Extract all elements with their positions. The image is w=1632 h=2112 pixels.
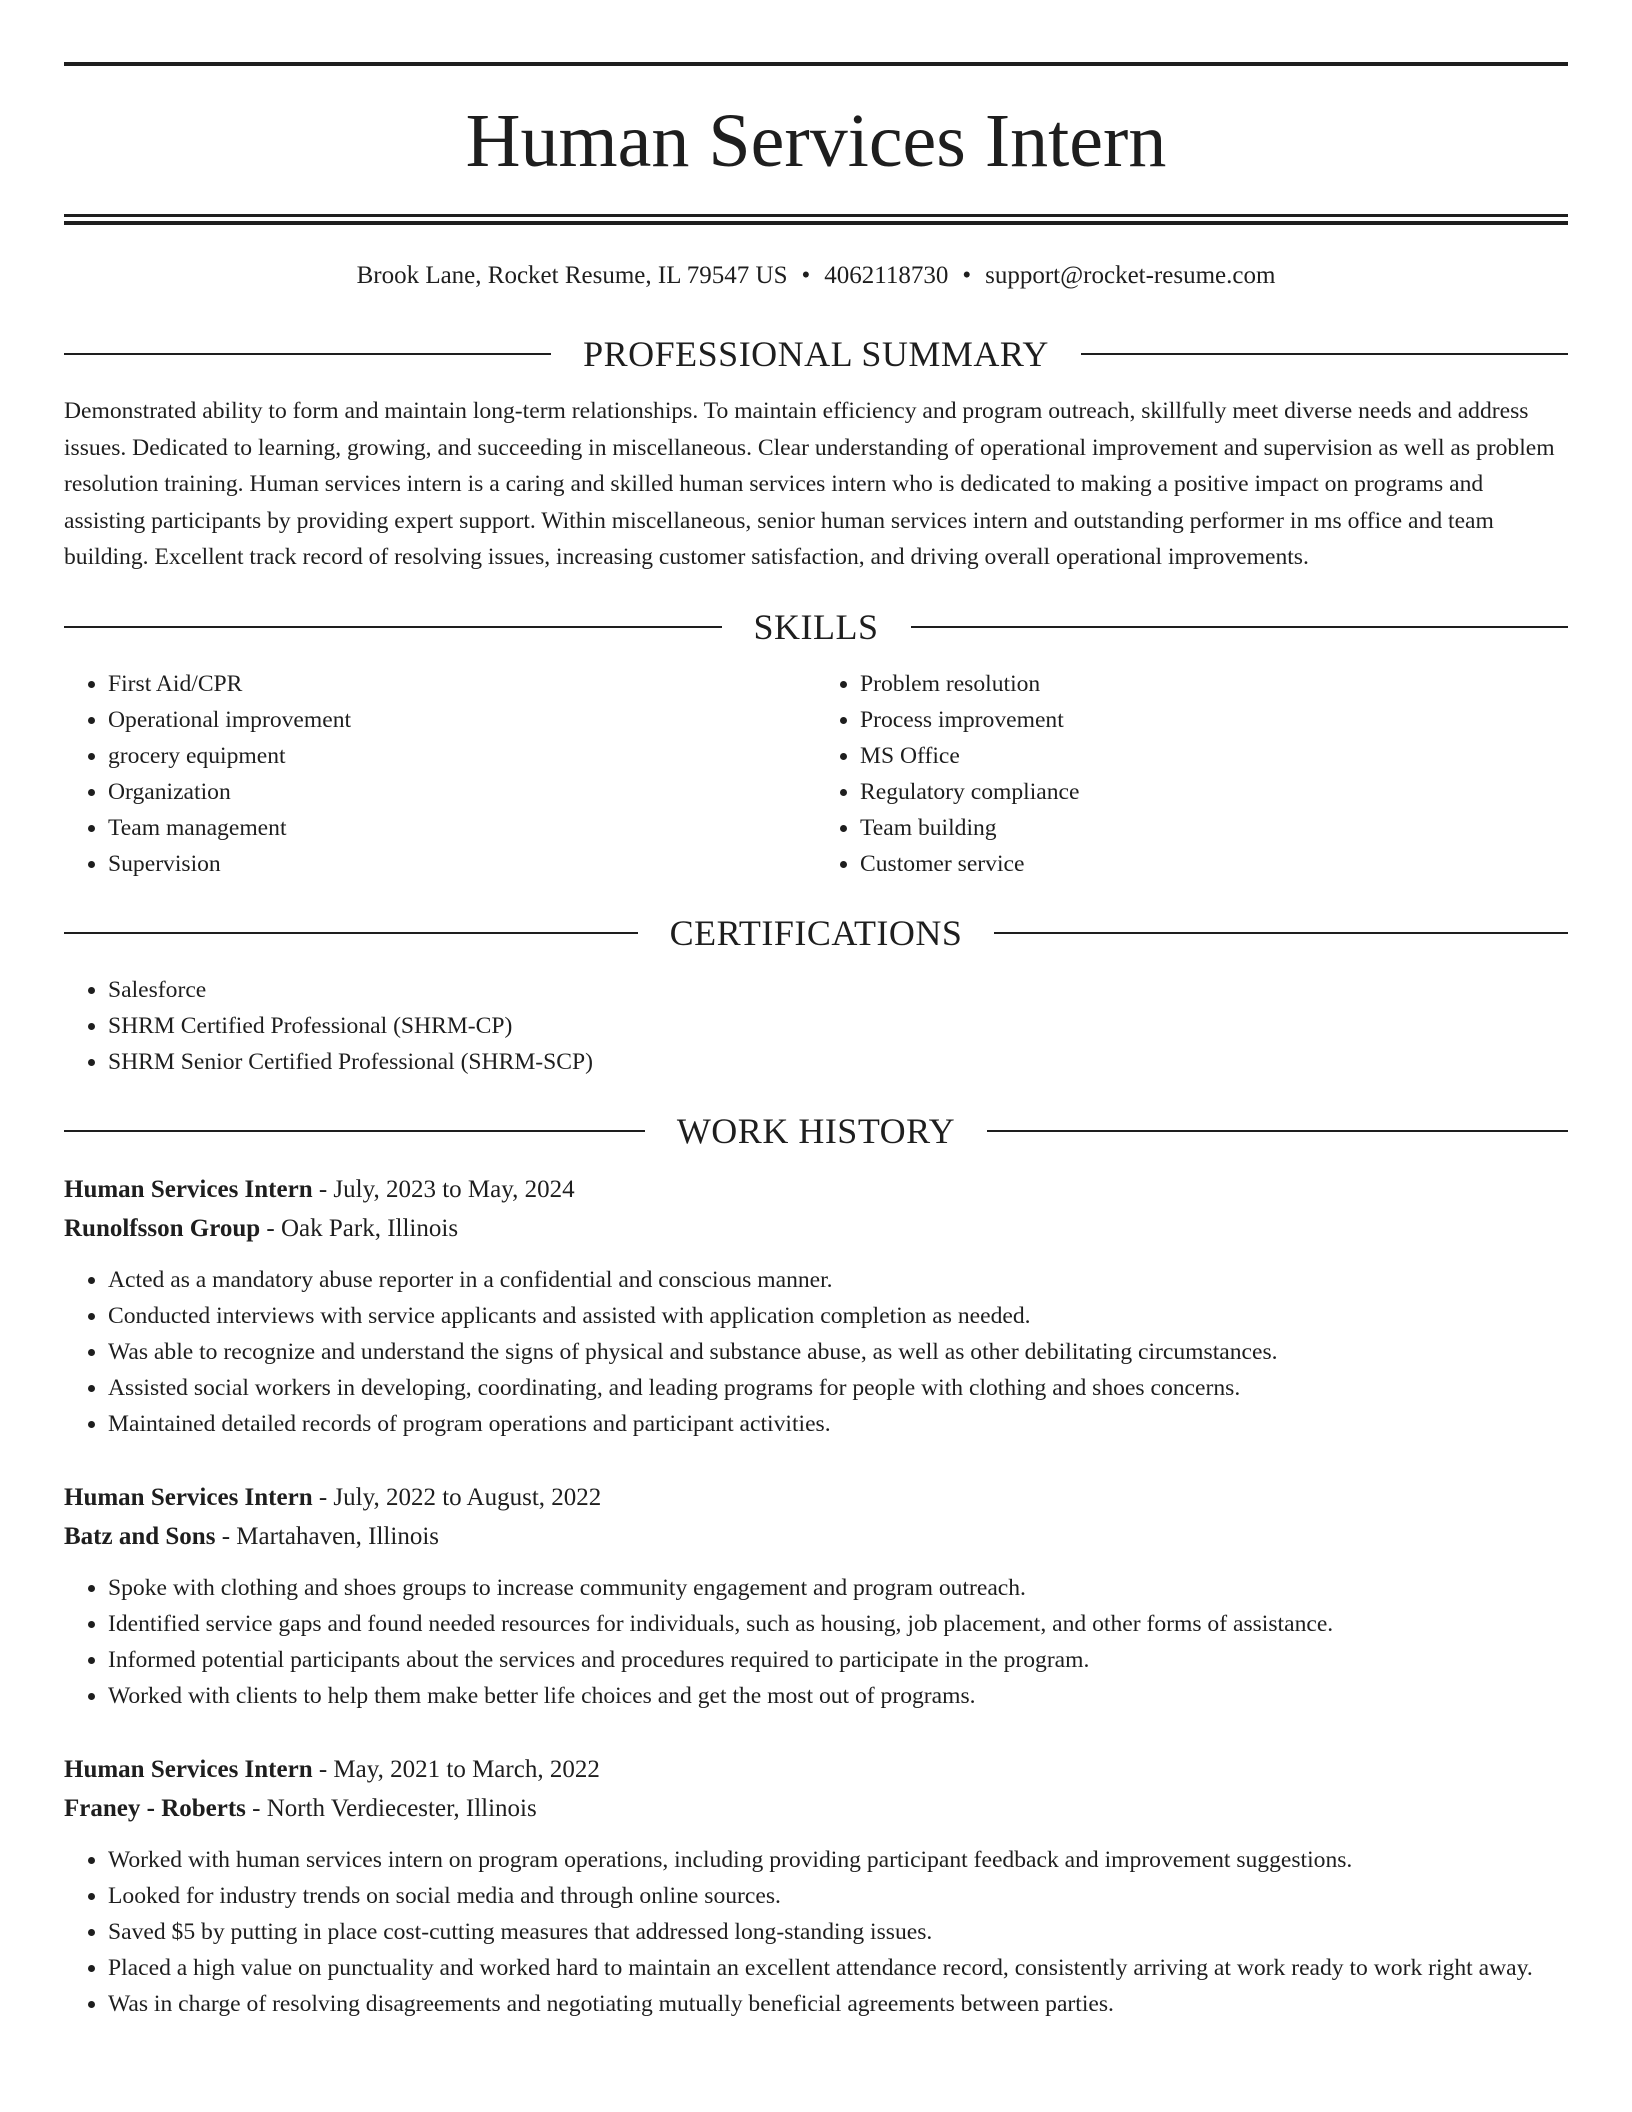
- title-double-rule: [64, 214, 1568, 225]
- job-company: Runolfsson Group: [64, 1214, 261, 1242]
- contact-separator: •: [962, 262, 972, 289]
- job-title: Human Services Intern: [64, 1175, 313, 1203]
- job-bullet: • Saved $5 by putting in place cost-cutting measures that addressed long-standing issues.: [108, 1914, 1568, 1950]
- resume-title: Human Services Intern: [465, 99, 1167, 183]
- job-entry: [64, 1750, 1568, 2022]
- skill-item: • Team management: [108, 810, 816, 846]
- job-bullet: • Acted as a mandatory abuse reporter in a confidential and conscious manner.: [108, 1262, 1568, 1298]
- section-title: WORK HISTORY: [676, 1110, 956, 1151]
- skill-item: • Operational improvement: [108, 702, 816, 738]
- job-bullet: • Identified service gaps and found needed resources for individuals, such as housing, job placement, and other forms of assistance.: [108, 1606, 1568, 1642]
- skill-item: • Organization: [108, 774, 816, 810]
- job-bullet: • Looked for industry trends on social media and through online sources.: [108, 1878, 1568, 1914]
- job-title-line: [64, 1170, 1568, 1209]
- job-company-line: [64, 1789, 1568, 1828]
- section-title: CERTIFICATIONS: [669, 912, 963, 953]
- skill-item: • Problem resolution: [860, 666, 1568, 702]
- skill-item: • Supervision: [108, 846, 816, 882]
- job-company-line: [64, 1209, 1568, 1248]
- heading-rule: [994, 932, 1568, 934]
- heading-rule: [1081, 353, 1568, 355]
- job-bullet: • Worked with clients to help them make better life choices and get the most out of programs.: [108, 1678, 1568, 1714]
- heading-rule: [64, 932, 638, 934]
- skills-grid: [64, 666, 1568, 882]
- resume-page: [64, 62, 1568, 2022]
- job-entry: [64, 1478, 1568, 1714]
- job-bullet: • Informed potential participants about the services and procedures required to participate in the program.: [108, 1642, 1568, 1678]
- job-entry: [64, 1170, 1568, 1442]
- contact-email[interactable]: support@rocket-resume.com: [985, 262, 1276, 289]
- certification-item: • Salesforce: [108, 972, 1568, 1008]
- contact-separator: •: [801, 262, 811, 289]
- job-dates: - May, 2021 to March, 2022: [312, 1755, 600, 1783]
- job-title-line: [64, 1478, 1568, 1517]
- section-heading-summary: [64, 333, 1568, 375]
- certification-item: • SHRM Certified Professional (SHRM-CP): [108, 1008, 1568, 1044]
- job-location: - Oak Park, Illinois: [260, 1214, 459, 1242]
- job-location: - Martahaven, Illinois: [215, 1522, 440, 1550]
- skill-item: • grocery equipment: [108, 738, 816, 774]
- heading-rule: [911, 626, 1569, 628]
- top-rule: [64, 62, 1568, 66]
- job-title: Human Services Intern: [64, 1755, 313, 1783]
- skill-item: • First Aid/CPR: [108, 666, 816, 702]
- contact-phone: 4062118730: [824, 262, 949, 289]
- certification-item: • SHRM Senior Certified Professional (SHRM-SCP): [108, 1044, 1568, 1080]
- job-bullets: [64, 1570, 1568, 1714]
- job-company: Batz and Sons: [64, 1522, 216, 1550]
- job-bullet: • Was able to recognize and understand the signs of physical and substance abuse, as well as other debilitating circumstances.: [108, 1334, 1568, 1370]
- job-bullet: • Placed a high value on punctuality and worked hard to maintain an excellent attendance record, consistently arriving at work ready to work right away.: [108, 1950, 1568, 1986]
- job-bullet: • Conducted interviews with service applicants and assisted with application completion as needed.: [108, 1298, 1568, 1334]
- skill-item: • Process improvement: [860, 702, 1568, 738]
- certifications-list: [64, 972, 1568, 1080]
- job-location: - North Verdiecester, Illinois: [245, 1794, 537, 1822]
- summary-text: Demonstrated ability to form and maintain long-term relationships. To maintain efficiency and program outreach, skillfully meet diverse needs and address issues. Dedicated to learning, growing, and succeeding in miscellaneous. Clear understanding of operational improvement and supervision as well as problem resolution training. Human services intern is a caring and skilled human services intern who is dedicated to making a positive impact on programs and assisting participants by providing expert support. Within miscellaneous, senior human services intern and outstanding performer in ms office and team building. Excellent track record of resolving issues, increasing customer satisfaction, and driving overall operational improvements.: [64, 398, 1555, 571]
- job-company: Franey - Roberts: [64, 1794, 246, 1822]
- section-title: PROFESSIONAL SUMMARY: [583, 334, 1049, 374]
- section-heading-certifications: [64, 912, 1568, 954]
- contact-line: [64, 259, 1568, 293]
- job-bullet: • Assisted social workers in developing, coordinating, and leading programs for people with clothing and shoes concerns.: [108, 1370, 1568, 1406]
- heading-rule: [64, 1130, 645, 1132]
- heading-rule: [64, 353, 551, 355]
- heading-rule: [64, 626, 722, 628]
- job-bullet: • Worked with human services intern on program operations, including providing participant feedback and improvement suggestions.: [108, 1842, 1568, 1878]
- job-dates: - July, 2023 to May, 2024: [312, 1175, 575, 1203]
- job-bullets: [64, 1262, 1568, 1442]
- section-heading-skills: [64, 606, 1568, 648]
- job-title-line: [64, 1750, 1568, 1789]
- section-title: SKILLS: [753, 606, 879, 647]
- skill-item: • Customer service: [860, 846, 1568, 882]
- skill-item: • Team building: [860, 810, 1568, 846]
- skills-list-left: [64, 666, 816, 882]
- heading-rule: [987, 1130, 1568, 1132]
- job-bullet: • Was in charge of resolving disagreements and negotiating mutually beneficial agreements between parties.: [108, 1986, 1568, 2022]
- skill-item: • Regulatory compliance: [860, 774, 1568, 810]
- skill-item: • MS Office: [860, 738, 1568, 774]
- job-bullet: • Maintained detailed records of program operations and participant activities.: [108, 1406, 1568, 1442]
- contact-address: Brook Lane, Rocket Resume, IL 79547 US: [356, 262, 788, 289]
- job-company-line: [64, 1517, 1568, 1556]
- job-title: Human Services Intern: [64, 1483, 313, 1511]
- section-heading-work: [64, 1110, 1568, 1152]
- skills-list-right: [816, 666, 1568, 882]
- job-bullet: • Spoke with clothing and shoes groups to increase community engagement and program outreach.: [108, 1570, 1568, 1606]
- job-bullets: [64, 1842, 1568, 2022]
- job-dates: - July, 2022 to August, 2022: [312, 1483, 602, 1511]
